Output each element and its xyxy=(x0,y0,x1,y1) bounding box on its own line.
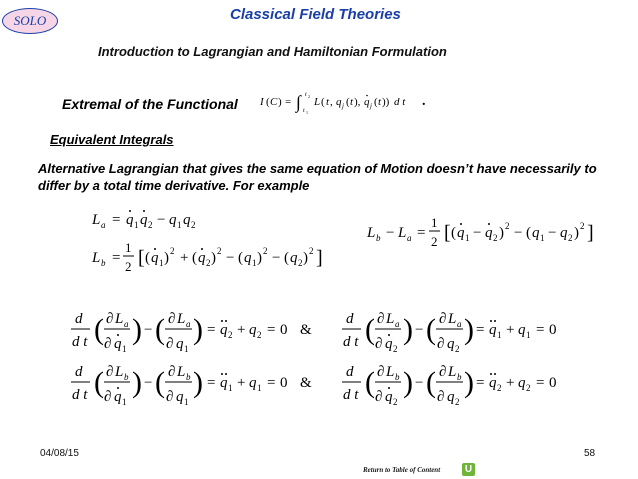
svg-text:0: 0 xyxy=(549,322,557,338)
svg-text:L: L xyxy=(115,311,124,327)
svg-text:): ) xyxy=(257,250,262,266)
slide-subtitle: Introduction to Lagrangian and Hamiltonian Formulation xyxy=(98,44,447,59)
svg-text:1: 1 xyxy=(122,344,127,354)
svg-text:=: = xyxy=(476,375,485,391)
svg-text:L: L xyxy=(448,311,457,327)
svg-text:∂: ∂ xyxy=(437,389,445,405)
svg-text:q: q xyxy=(385,389,393,405)
svg-text:a: a xyxy=(395,319,400,329)
svg-text:−: − xyxy=(144,375,153,391)
svg-text:1: 1 xyxy=(177,220,182,230)
svg-text:d: d xyxy=(346,311,354,327)
svg-text:=: = xyxy=(112,250,121,266)
svg-text:L: L xyxy=(92,250,101,266)
svg-text:0: 0 xyxy=(549,375,557,391)
svg-text:2: 2 xyxy=(191,220,196,230)
svg-text:q: q xyxy=(249,375,257,391)
svg-text:=: = xyxy=(207,375,216,391)
return-to-toc-link[interactable]: Return to Table of Content xyxy=(363,466,441,474)
svg-text:∂: ∂ xyxy=(168,364,176,380)
svg-text:=: = xyxy=(417,225,426,241)
svg-text:q: q xyxy=(151,250,159,266)
svg-text:[: [ xyxy=(138,247,145,269)
svg-text:q: q xyxy=(176,336,184,352)
svg-text:b: b xyxy=(101,258,106,268)
svg-text:q: q xyxy=(485,225,493,241)
svg-text:q: q xyxy=(364,96,370,108)
svg-text:): ) xyxy=(132,366,142,399)
svg-text:2: 2 xyxy=(493,233,498,243)
svg-text:d: d xyxy=(75,311,83,327)
svg-text:L: L xyxy=(92,212,101,228)
svg-text:b: b xyxy=(186,372,191,382)
svg-text:q: q xyxy=(518,375,526,391)
svg-text:1: 1 xyxy=(125,240,132,255)
svg-text:=: = xyxy=(267,322,276,338)
equation-Lb-minus-La xyxy=(366,215,594,249)
svg-text:2: 2 xyxy=(170,246,175,256)
svg-text:∂: ∂ xyxy=(439,311,447,327)
svg-text:2: 2 xyxy=(298,258,303,268)
svg-text:t: t xyxy=(305,92,307,98)
svg-text:=: = xyxy=(536,322,545,338)
svg-text:d t: d t xyxy=(343,387,359,403)
svg-text:−: − xyxy=(473,225,482,241)
svg-text:=: = xyxy=(285,96,292,108)
svg-text:1: 1 xyxy=(257,383,262,393)
svg-text:): ) xyxy=(403,313,413,346)
svg-text:1: 1 xyxy=(526,330,531,340)
equation-La xyxy=(91,210,196,230)
svg-text:q: q xyxy=(532,225,540,241)
svg-text:2: 2 xyxy=(505,221,510,231)
svg-text:a: a xyxy=(407,233,412,243)
svg-text:): ) xyxy=(193,313,203,346)
svg-text:2: 2 xyxy=(431,234,438,249)
svg-text:0: 0 xyxy=(280,322,288,338)
svg-text:−: − xyxy=(157,212,166,228)
svg-text:1: 1 xyxy=(252,258,257,268)
svg-text:2: 2 xyxy=(455,344,460,354)
svg-text:t: t xyxy=(303,108,305,114)
svg-text:2: 2 xyxy=(217,246,222,256)
svg-text:1: 1 xyxy=(306,110,308,115)
svg-text:): ) xyxy=(464,366,474,399)
svg-text:−: − xyxy=(272,250,281,266)
svg-text:(: ( xyxy=(365,366,375,399)
svg-text:1: 1 xyxy=(497,330,502,340)
svg-text:1: 1 xyxy=(134,220,139,230)
svg-text:): ) xyxy=(574,225,579,241)
svg-text:1: 1 xyxy=(184,344,189,354)
svg-text:−: − xyxy=(415,322,424,338)
svg-text:b: b xyxy=(376,233,381,243)
svg-text:q: q xyxy=(385,336,393,352)
svg-text:2: 2 xyxy=(568,233,573,243)
svg-text:∂: ∂ xyxy=(375,389,383,405)
svg-text:L: L xyxy=(314,96,321,108)
svg-text:d: d xyxy=(346,364,354,380)
svg-text:−: − xyxy=(415,375,424,391)
svg-text:∂: ∂ xyxy=(377,311,385,327)
svg-text:L: L xyxy=(386,311,395,327)
svg-text:L: L xyxy=(448,364,457,380)
solo-badge-label: SOLO xyxy=(13,13,47,28)
euler-lagrange-b-q1 xyxy=(71,364,312,407)
svg-text:∂: ∂ xyxy=(104,389,112,405)
svg-text:)): )) xyxy=(382,96,390,108)
svg-text:−: − xyxy=(514,225,523,241)
svg-text:L: L xyxy=(177,364,186,380)
slide-title: Classical Field Theories xyxy=(230,6,401,23)
svg-text:−: − xyxy=(386,225,395,241)
svg-text:q: q xyxy=(518,322,526,338)
svg-text:2: 2 xyxy=(206,258,211,268)
svg-text:1: 1 xyxy=(228,383,233,393)
svg-text:b: b xyxy=(457,372,462,382)
svg-text:d t: d t xyxy=(343,334,359,350)
svg-text:(: ( xyxy=(346,96,350,108)
return-u-icon[interactable] xyxy=(462,463,475,476)
svg-text:d t: d t xyxy=(72,334,88,350)
svg-text:): ) xyxy=(193,366,203,399)
svg-text:q: q xyxy=(169,212,177,228)
svg-text:.: . xyxy=(422,94,426,109)
svg-text:&: & xyxy=(300,322,312,338)
svg-text:(: ( xyxy=(426,313,436,346)
svg-text:∂: ∂ xyxy=(437,336,445,352)
svg-text:1: 1 xyxy=(431,215,438,230)
svg-text:∂: ∂ xyxy=(166,389,174,405)
svg-text:q: q xyxy=(140,212,148,228)
svg-text:∂: ∂ xyxy=(106,311,114,327)
return-u-icon-label: U xyxy=(464,463,473,475)
svg-text:q: q xyxy=(114,336,122,352)
svg-text:+: + xyxy=(237,322,246,338)
svg-text:q: q xyxy=(249,322,257,338)
svg-text:q: q xyxy=(126,212,134,228)
svg-text:2: 2 xyxy=(308,94,310,99)
svg-text:q: q xyxy=(114,389,122,405)
svg-text:t: t xyxy=(378,96,382,108)
body-paragraph: Alternative Lagrangian that gives the same equation of Motion doesn’t have necessarily to differ by a total time derivative. For example xyxy=(38,161,597,193)
svg-text:∂: ∂ xyxy=(439,364,447,380)
svg-text:d t: d t xyxy=(72,387,88,403)
svg-text:): ) xyxy=(211,250,216,266)
svg-text:q: q xyxy=(447,336,455,352)
svg-text:+: + xyxy=(506,375,515,391)
svg-text:=: = xyxy=(476,322,485,338)
euler-lagrange-a-q1 xyxy=(71,311,312,354)
svg-text:q: q xyxy=(560,225,568,241)
svg-text:2: 2 xyxy=(257,330,262,340)
svg-text:]: ] xyxy=(587,222,594,244)
svg-text:2: 2 xyxy=(526,383,531,393)
svg-text:q: q xyxy=(489,322,497,338)
svg-text:L: L xyxy=(398,225,407,241)
svg-text:1: 1 xyxy=(465,233,470,243)
svg-text:∂: ∂ xyxy=(166,336,174,352)
svg-text:2: 2 xyxy=(455,397,460,407)
svg-text:(: ( xyxy=(238,250,243,266)
svg-text:q: q xyxy=(176,389,184,405)
svg-text:I: I xyxy=(260,96,264,108)
svg-text:(: ( xyxy=(321,96,325,108)
svg-text:d: d xyxy=(75,364,83,380)
svg-text:): ) xyxy=(303,250,308,266)
svg-text:2: 2 xyxy=(580,221,585,231)
svg-text:]: ] xyxy=(316,247,323,269)
svg-text:(: ( xyxy=(374,96,378,108)
svg-text:(: ( xyxy=(526,225,531,241)
svg-text:a: a xyxy=(124,319,129,329)
slide-date: 04/08/15 xyxy=(40,448,79,459)
svg-text:2: 2 xyxy=(393,397,398,407)
svg-text:2: 2 xyxy=(309,246,314,256)
svg-text:=: = xyxy=(207,322,216,338)
svg-text:): ) xyxy=(499,225,504,241)
svg-text:−: − xyxy=(226,250,235,266)
svg-text:b: b xyxy=(395,372,400,382)
svg-text:+: + xyxy=(506,322,515,338)
svg-text:,: , xyxy=(330,96,333,108)
svg-text:(: ( xyxy=(451,225,456,241)
svg-text:q: q xyxy=(183,212,191,228)
page-number: 58 xyxy=(584,448,596,459)
svg-text:2: 2 xyxy=(228,330,233,340)
svg-text:): ) xyxy=(403,366,413,399)
svg-text:): ) xyxy=(464,313,474,346)
svg-text:q: q xyxy=(447,389,455,405)
svg-text:q: q xyxy=(489,375,497,391)
svg-text:−: − xyxy=(548,225,557,241)
svg-text:[: [ xyxy=(444,222,451,244)
svg-text:q: q xyxy=(336,96,342,108)
svg-text:q: q xyxy=(198,250,206,266)
svg-text:2: 2 xyxy=(263,246,268,256)
svg-text:L: L xyxy=(386,364,395,380)
svg-text:2: 2 xyxy=(393,344,398,354)
svg-text:t: t xyxy=(326,96,330,108)
svg-text:∂: ∂ xyxy=(375,336,383,352)
svg-text:L: L xyxy=(115,364,124,380)
svg-text:−: − xyxy=(144,322,153,338)
svg-text:L: L xyxy=(177,311,186,327)
euler-lagrange-a-q2 xyxy=(342,311,557,354)
svg-text:a: a xyxy=(101,220,106,230)
svg-text:2: 2 xyxy=(125,259,132,274)
svg-text:∂: ∂ xyxy=(106,364,114,380)
svg-text:2: 2 xyxy=(497,383,502,393)
equivalent-integrals-heading: Equivalent Integrals xyxy=(50,132,174,147)
svg-text:∂: ∂ xyxy=(104,336,112,352)
svg-text:∂: ∂ xyxy=(168,311,176,327)
svg-text:b: b xyxy=(124,372,129,382)
svg-text:),: ), xyxy=(354,96,361,108)
svg-text:L: L xyxy=(367,225,376,241)
svg-text:j: j xyxy=(342,102,344,110)
svg-text:(: ( xyxy=(94,313,104,346)
equation-Lb xyxy=(91,240,323,274)
svg-text:q: q xyxy=(244,250,252,266)
euler-lagrange-b-q2 xyxy=(342,364,557,407)
svg-text:2: 2 xyxy=(148,220,153,230)
svg-text:(: ( xyxy=(284,250,289,266)
svg-text:=: = xyxy=(267,375,276,391)
svg-text:q: q xyxy=(290,250,298,266)
svg-text:): ) xyxy=(132,313,142,346)
svg-text:q: q xyxy=(220,322,228,338)
svg-text:a: a xyxy=(457,319,462,329)
svg-text:∂: ∂ xyxy=(377,364,385,380)
svg-text:(: ( xyxy=(145,250,150,266)
svg-text:∫: ∫ xyxy=(296,92,301,112)
svg-text:): ) xyxy=(164,250,169,266)
svg-text:&: & xyxy=(300,375,312,391)
svg-text:(: ( xyxy=(192,250,197,266)
extremal-label: Extremal of the Functional xyxy=(62,96,238,112)
svg-text:=: = xyxy=(536,375,545,391)
svg-text:j: j xyxy=(370,102,372,110)
svg-text:(: ( xyxy=(155,366,165,399)
svg-text:d t: d t xyxy=(394,96,406,108)
svg-text:): ) xyxy=(278,96,282,108)
svg-text:1: 1 xyxy=(159,258,164,268)
svg-text:1: 1 xyxy=(540,233,545,243)
svg-text:a: a xyxy=(186,319,191,329)
svg-text:0: 0 xyxy=(280,375,288,391)
svg-text:+: + xyxy=(180,250,189,266)
svg-text:(: ( xyxy=(266,96,270,108)
svg-text:(: ( xyxy=(94,366,104,399)
svg-text:1: 1 xyxy=(122,397,127,407)
svg-text:(: ( xyxy=(365,313,375,346)
svg-text:(: ( xyxy=(155,313,165,346)
svg-text:(: ( xyxy=(426,366,436,399)
svg-text:C: C xyxy=(270,96,278,108)
svg-text:q: q xyxy=(220,375,228,391)
svg-text:t: t xyxy=(350,96,354,108)
svg-text:1: 1 xyxy=(184,397,189,407)
svg-text:=: = xyxy=(112,212,121,228)
svg-text:+: + xyxy=(237,375,246,391)
svg-text:q: q xyxy=(457,225,465,241)
